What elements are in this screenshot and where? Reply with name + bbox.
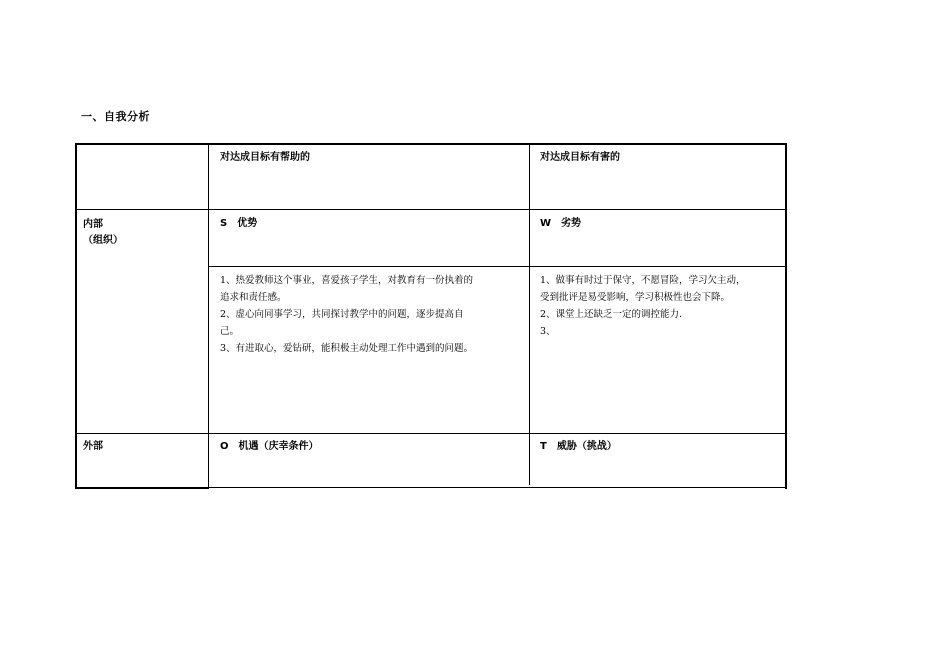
table-border-bottom-left	[75, 487, 209, 489]
weaknesses-title: W 劣势	[540, 218, 582, 229]
strengths-line: 己。	[220, 326, 240, 337]
weaknesses-list	[540, 272, 746, 340]
strengths-line: 3、有进取心，爱钻研，能积极主动处理工作中遇到的问题。	[220, 343, 474, 354]
strengths-line: 追求和责任感。	[220, 292, 287, 303]
weaknesses-line: 3、	[540, 326, 556, 337]
strengths-line: 2、虚心向同事学习，共同探讨教学中的问题，逐步提高自	[220, 309, 464, 320]
column-divider-1	[208, 143, 209, 489]
internal-label-line2: （组织）	[83, 235, 123, 246]
weaknesses-line: 2、课堂上还缺乏一定的调控能力.	[540, 309, 683, 320]
strengths-title: S 优势	[220, 218, 258, 229]
strengths-line: 1、热爱教师这个事业，喜爱孩子学生，对教育有一份执着的	[220, 275, 474, 286]
external-label: 外部	[83, 441, 103, 452]
threats-title: T 威胁（挑战）	[540, 441, 617, 452]
strengths-list	[220, 272, 473, 357]
table-border-left	[75, 143, 77, 489]
row-divider-header	[75, 209, 787, 210]
internal-label	[83, 217, 123, 249]
row-divider-internal-title	[209, 266, 787, 267]
header-harmful: 对达成目标有害的	[540, 152, 620, 163]
table-border-top	[75, 143, 787, 145]
opportunities-title: O 机遇（庆幸条件）	[220, 441, 319, 452]
table-border-bottom-right	[209, 487, 787, 488]
row-divider-external	[75, 433, 787, 434]
section-heading: 一、自我分析	[81, 110, 150, 123]
internal-label-line1: 内部	[83, 219, 103, 230]
weaknesses-line: 受到批评是易受影响，学习积极性也会下降。	[540, 292, 731, 303]
weaknesses-line: 1、做事有时过于保守，不愿冒险，学习欠主动，	[540, 275, 746, 286]
header-helpful: 对达成目标有帮助的	[220, 152, 310, 163]
table-border-right	[785, 143, 787, 489]
swot-table	[75, 143, 787, 489]
